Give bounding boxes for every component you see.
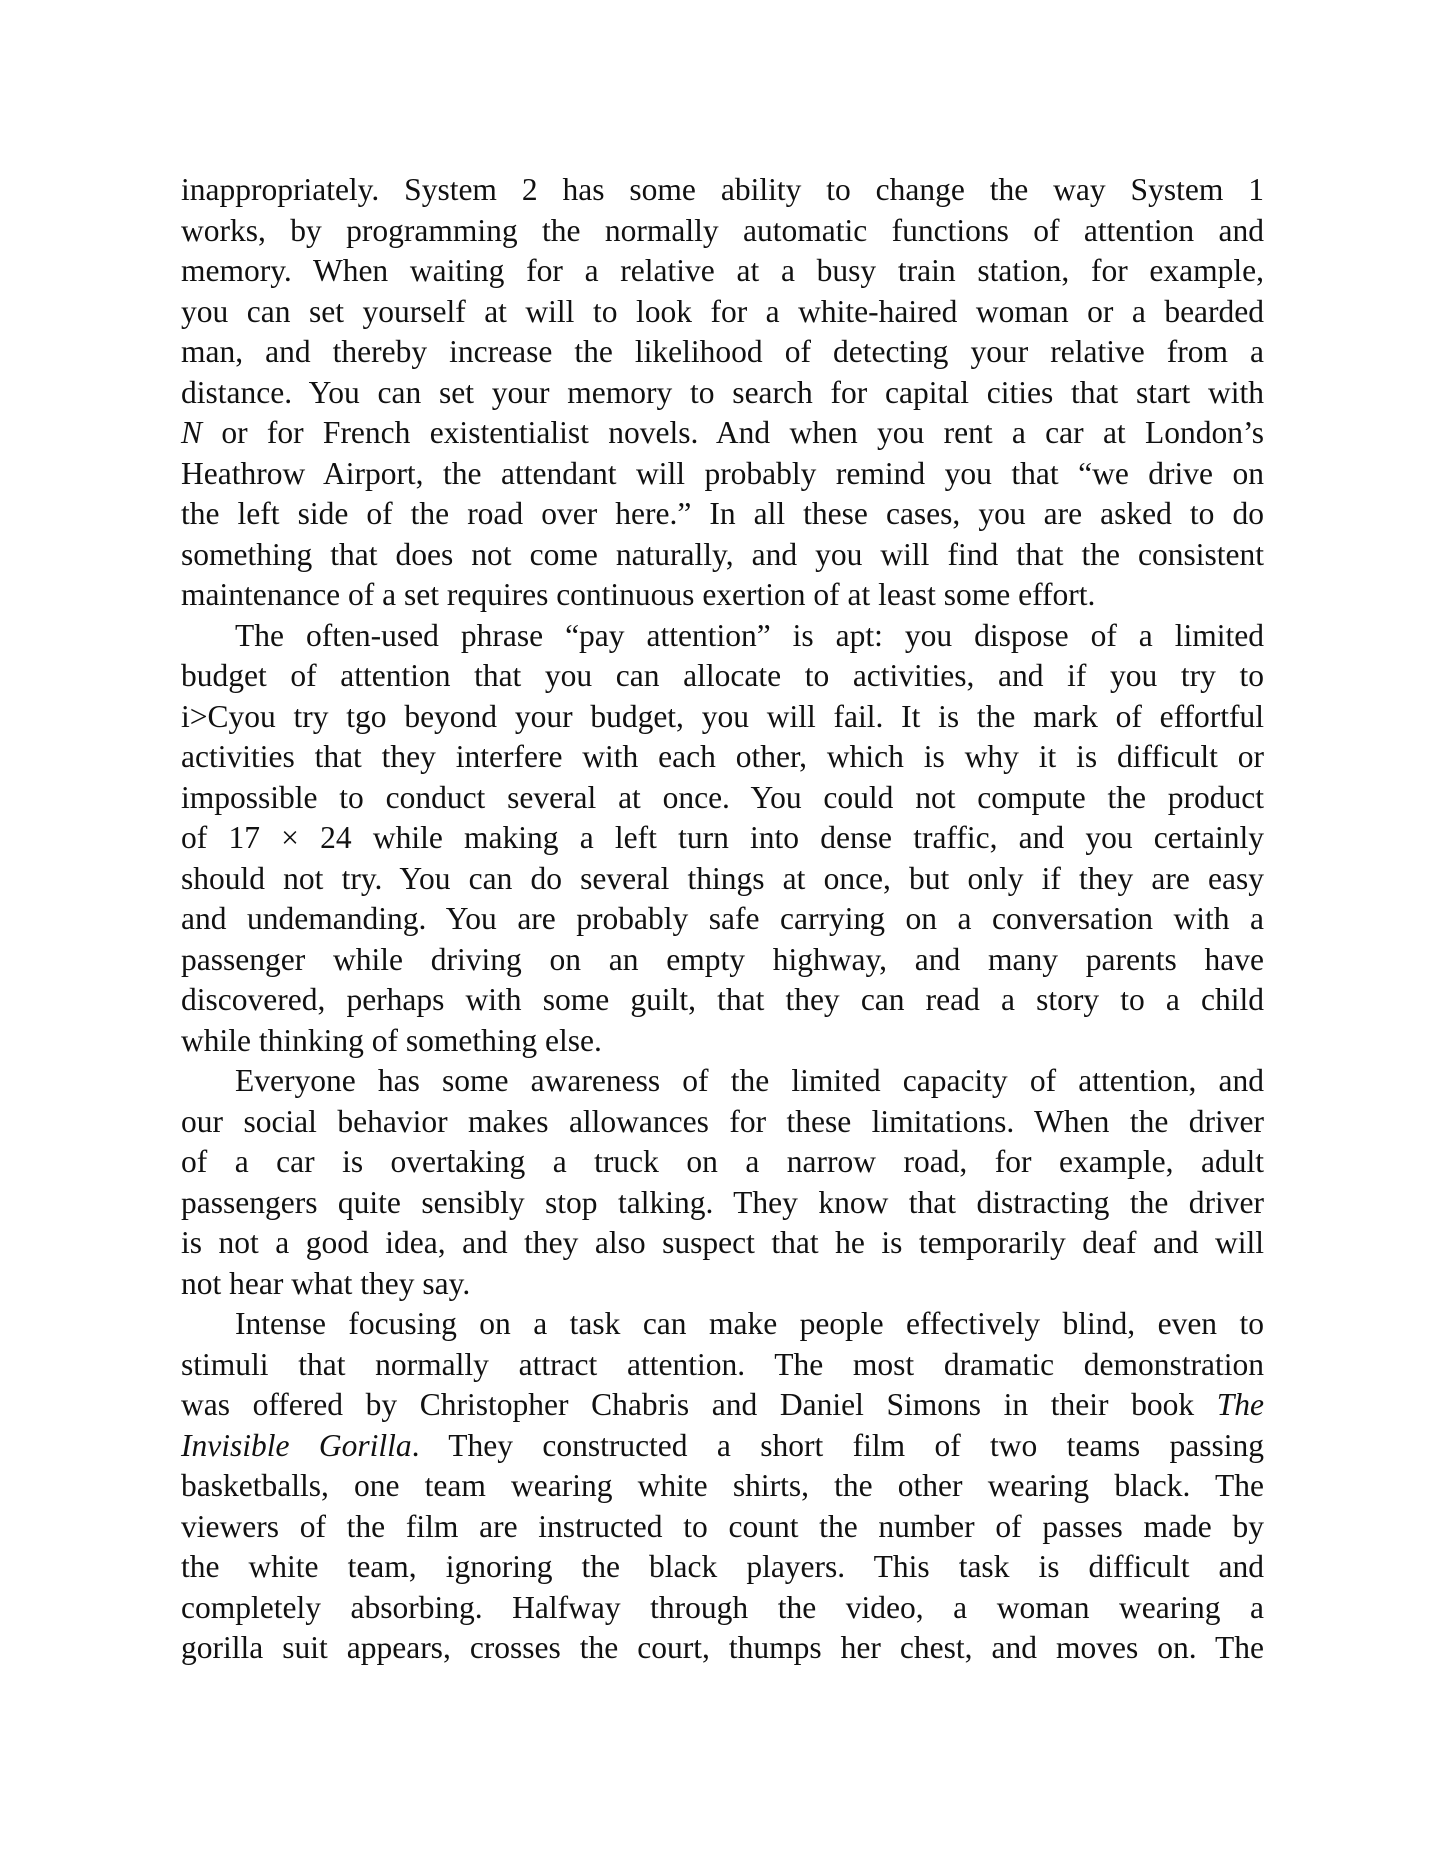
text-line: i>Cyou try tgo beyond your budget, you will fail. It is the mark of effortful: [181, 698, 1264, 734]
book-title-fragment: Invisible Gorilla: [181, 1427, 412, 1463]
text-line: not hear what they say.: [181, 1265, 471, 1301]
text-line: gorilla suit appears, crosses the court, thumps her chest, and moves on. The: [181, 1630, 1264, 1665]
text-line: viewers of the film are instructed to count the number of passes made by: [181, 1508, 1264, 1544]
text-line: is not a good idea, and they also suspect that he is temporarily deaf and will: [181, 1225, 1264, 1260]
text-line: maintenance of a set requires continuous exertion of at least some effort.: [181, 577, 1096, 612]
text-line: [181, 413, 1264, 454]
text-line: memory. When waiting for a relative at a busy train station, for example,: [181, 253, 1264, 288]
text-fragment: was offered by Christopher Chabris and Daniel Simons in their book: [181, 1387, 1195, 1422]
text-line: should not try. You can do several things at once, but only if they are easy: [181, 860, 1264, 896]
text-line: distance. You can set your memory to search for capital cities that start with: [181, 374, 1264, 410]
text-line: completely absorbing. Halfway through the video, a woman wearing a: [181, 1589, 1264, 1625]
text-line: impossible to conduct several at once. You could not compute the product: [181, 779, 1264, 815]
text-line: passengers quite sensibly stop talking. They know that distracting the driver: [181, 1184, 1264, 1220]
text-line: inappropriately. System 2 has some ability to change the way System 1: [181, 172, 1264, 207]
text-line: activities that they interfere with each other, which is why it is difficult or: [181, 739, 1264, 774]
text-line: while thinking of something else.: [181, 1022, 602, 1058]
text-line: Heathrow Airport, the attendant will probably remind you that “we drive on: [181, 455, 1264, 491]
paragraph-start-line: The often-used phrase “pay attention” is apt: you dispose of a limited: [235, 617, 1264, 653]
text-line: passenger while driving on an empty highway, and many parents have: [181, 941, 1264, 977]
text-line: works, by programming the normally automatic functions of attention and: [181, 212, 1264, 248]
text-fragment: or for French existentialist novels. And when you rent a car at London’s: [221, 415, 1264, 450]
text-line: of 17 × 24 while making a left turn into dense traffic, and you certainly: [181, 820, 1264, 855]
text-line: [181, 1426, 1264, 1467]
text-line: stimuli that normally attract attention. The most dramatic demonstration: [181, 1346, 1264, 1382]
text-line: basketballs, one team wearing white shirts, the other wearing black. The: [181, 1468, 1264, 1503]
text-line: you can set yourself at will to look for a white-haired woman or a bearded: [181, 293, 1264, 329]
paragraph-start-line: Everyone has some awareness of the limited capacity of attention, and: [235, 1063, 1264, 1098]
text-line: our social behavior makes allowances for these limitations. When the driver: [181, 1103, 1264, 1139]
text-line: [181, 1385, 1264, 1426]
book-title-fragment: The: [1216, 1387, 1265, 1422]
text-fragment: . They constructed a short film of two teams passing: [411, 1427, 1264, 1463]
text-line: something that does not come naturally, and you will find that the consistent: [181, 536, 1264, 572]
text-line: man, and thereby increase the likelihood of detecting your relative from a: [181, 334, 1264, 369]
paragraph-start-line: Intense focusing on a task can make people effectively blind, even to: [235, 1306, 1264, 1341]
text-line: the left side of the road over here.” In all these cases, you are asked to do: [181, 496, 1264, 531]
italic-letter: N: [181, 415, 203, 450]
document-page: [181, 170, 1264, 1669]
text-line: discovered, perhaps with some guilt, that they can read a story to a child: [181, 982, 1264, 1017]
text-line: and undemanding. You are probably safe carrying on a conversation with a: [181, 901, 1264, 936]
text-line: budget of attention that you can allocate to activities, and if you try to: [181, 658, 1264, 693]
text-line: of a car is overtaking a truck on a narrow road, for example, adult: [181, 1144, 1264, 1179]
text-line: the white team, ignoring the black players. This task is difficult and: [181, 1549, 1264, 1584]
